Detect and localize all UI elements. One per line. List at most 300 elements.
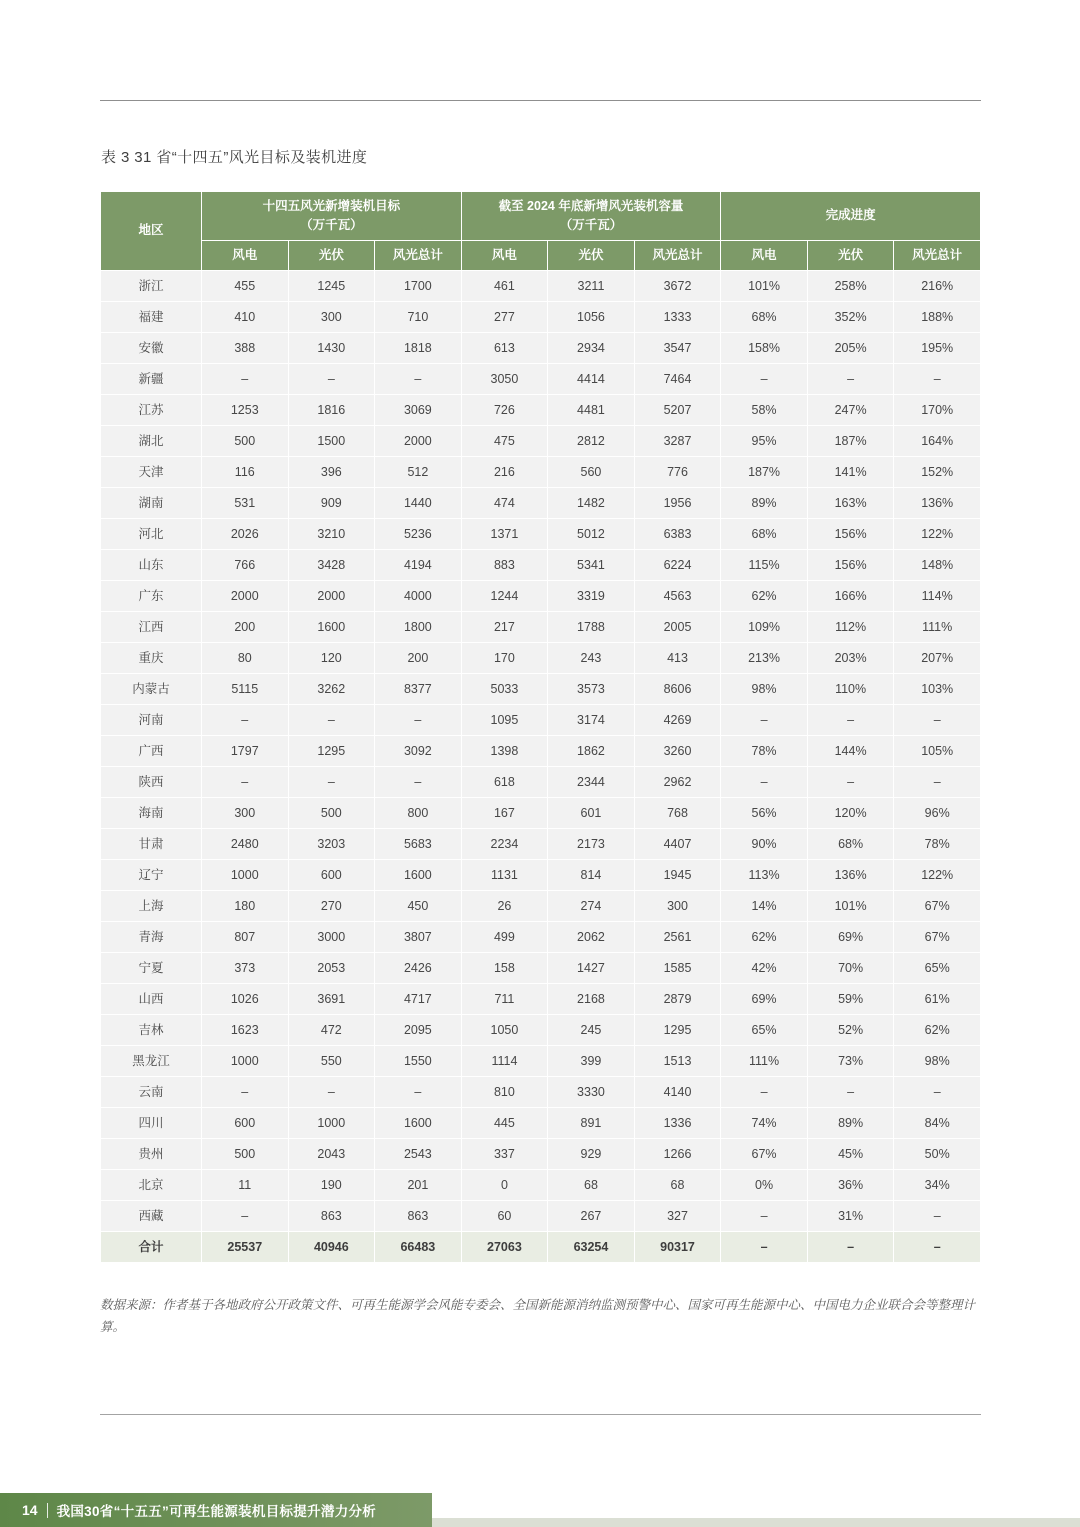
region-cell: 江苏 [101,394,202,425]
data-cell: 245 [548,1014,635,1045]
subheader-total: 风光总计 [375,240,462,270]
data-cell: 814 [548,859,635,890]
data-cell: – [288,363,375,394]
data-cell: 98% [721,673,808,704]
data-cell: 7464 [634,363,721,394]
table-row [101,549,981,580]
data-cell: 90317 [634,1231,721,1262]
data-cell: 710 [375,301,462,332]
data-cell: 8377 [375,673,462,704]
data-cell: – [894,1076,981,1107]
region-cell: 黑龙江 [101,1045,202,1076]
data-cell: 3069 [375,394,462,425]
data-cell: 445 [461,1107,548,1138]
data-cell: 4481 [548,394,635,425]
data-cell: – [375,704,462,735]
region-cell: 天津 [101,456,202,487]
data-cell: – [288,766,375,797]
data-cell: 1956 [634,487,721,518]
data-cell: 11 [202,1169,289,1200]
data-cell: 5683 [375,828,462,859]
data-cell: 1482 [548,487,635,518]
data-cell: 36% [807,1169,894,1200]
total-row [101,1231,981,1262]
data-cell: 45% [807,1138,894,1169]
data-cell: – [894,1231,981,1262]
subheader-solar: 光伏 [288,240,375,270]
data-cell: 450 [375,890,462,921]
subheader-total: 风光总计 [894,240,981,270]
data-cell: 352% [807,301,894,332]
table-row [101,332,981,363]
data-cell: 62% [721,580,808,611]
data-cell: 136% [807,859,894,890]
data-cell: – [202,766,289,797]
data-cell: 58% [721,394,808,425]
region-cell: 安徽 [101,332,202,363]
data-cell: 1700 [375,270,462,301]
data-cell: 111% [894,611,981,642]
data-cell: 2000 [288,580,375,611]
data-cell: 2812 [548,425,635,456]
table-row [101,921,981,952]
data-cell: 2000 [202,580,289,611]
data-cell: 5033 [461,673,548,704]
subheader-total: 风光总计 [634,240,721,270]
data-cell: 1095 [461,704,548,735]
table-row [101,270,981,301]
data-cell: 1818 [375,332,462,363]
table-row [101,580,981,611]
data-cell: 170 [461,642,548,673]
data-cell: 1945 [634,859,721,890]
data-cell: 1788 [548,611,635,642]
data-cell: 1056 [548,301,635,332]
data-cell: 461 [461,270,548,301]
data-cell: 247% [807,394,894,425]
data-cell: – [202,363,289,394]
data-cell: 3672 [634,270,721,301]
data-cell: 101% [807,890,894,921]
data-cell: 3573 [548,673,635,704]
data-cell: 103% [894,673,981,704]
data-cell: 1398 [461,735,548,766]
group-header-installed [461,192,721,241]
table-row [101,1169,981,1200]
data-cell: 550 [288,1045,375,1076]
data-cell: 3691 [288,983,375,1014]
data-cell: 1026 [202,983,289,1014]
data-cell: 167 [461,797,548,828]
data-cell: 109% [721,611,808,642]
data-cell: 163% [807,487,894,518]
table-row [101,1076,981,1107]
data-cell: 711 [461,983,548,1014]
data-cell: 112% [807,611,894,642]
data-cell: 1600 [375,859,462,890]
data-cell: 3211 [548,270,635,301]
data-cell: 1295 [634,1014,721,1045]
footer-strip [432,1518,1080,1527]
data-cell: 26 [461,890,548,921]
data-cell: 1440 [375,487,462,518]
data-cell: 200 [375,642,462,673]
data-cell: 68 [634,1169,721,1200]
data-cell: 69% [721,983,808,1014]
data-cell: 3330 [548,1076,635,1107]
data-cell: – [288,704,375,735]
data-cell: 59% [807,983,894,1014]
data-cell: 2005 [634,611,721,642]
data-cell: – [807,704,894,735]
data-cell: 156% [807,518,894,549]
data-cell: 3428 [288,549,375,580]
data-cell: 2426 [375,952,462,983]
top-rule [100,100,981,101]
data-cell: 2480 [202,828,289,859]
data-cell: 110% [807,673,894,704]
data-cell: 115% [721,549,808,580]
data-cell: 1513 [634,1045,721,1076]
table-row [101,983,981,1014]
data-cell: 216 [461,456,548,487]
data-cell: 2168 [548,983,635,1014]
data-cell: 65% [721,1014,808,1045]
data-cell: 141% [807,456,894,487]
data-cell: 613 [461,332,548,363]
table-row [101,363,981,394]
data-cell: 3174 [548,704,635,735]
data-cell: 8606 [634,673,721,704]
data-cell: 399 [548,1045,635,1076]
data-cell: – [202,1076,289,1107]
data-cell: 601 [548,797,635,828]
table-row [101,952,981,983]
data-cell: 300 [634,890,721,921]
region-cell: 辽宁 [101,859,202,890]
table-row [101,394,981,425]
data-cell: 78% [894,828,981,859]
data-cell: 84% [894,1107,981,1138]
data-cell: 0% [721,1169,808,1200]
data-cell: 122% [894,518,981,549]
data-cell: – [721,363,808,394]
data-cell: 600 [202,1107,289,1138]
data-cell: 3807 [375,921,462,952]
data-cell: 101% [721,270,808,301]
data-cell: 2543 [375,1138,462,1169]
table-row [101,673,981,704]
data-cell: 1000 [202,1045,289,1076]
data-cell: 61% [894,983,981,1014]
data-cell: 67% [894,890,981,921]
data-cell: 111% [721,1045,808,1076]
data-cell: 5341 [548,549,635,580]
subheader-solar: 光伏 [807,240,894,270]
subheader-solar: 光伏 [548,240,635,270]
data-cell: 2561 [634,921,721,952]
data-cell: 4563 [634,580,721,611]
data-cell: 170% [894,394,981,425]
data-cell: 6224 [634,549,721,580]
data-cell: 120 [288,642,375,673]
data-cell: 1550 [375,1045,462,1076]
data-cell: 413 [634,642,721,673]
group-header-target-line2: （万千瓦） [300,217,363,232]
data-cell: 2879 [634,983,721,1014]
data-cell: – [721,766,808,797]
data-cell: 158% [721,332,808,363]
data-cell: 203% [807,642,894,673]
data-cell: 4407 [634,828,721,859]
data-cell: 1600 [288,611,375,642]
table-row [101,456,981,487]
bottom-rule [100,1414,981,1415]
data-cell: 68% [721,518,808,549]
data-cell: 1430 [288,332,375,363]
region-cell: 河南 [101,704,202,735]
data-cell: – [202,704,289,735]
data-cell: 2095 [375,1014,462,1045]
data-cell: 1114 [461,1045,548,1076]
data-cell: 166% [807,580,894,611]
data-cell: 258% [807,270,894,301]
region-cell: 海南 [101,797,202,828]
data-cell: 188% [894,301,981,332]
region-cell: 四川 [101,1107,202,1138]
region-cell: 陕西 [101,766,202,797]
table-title: 表 3 31 省“十四五”风光目标及装机进度 [101,149,368,166]
data-cell: 6383 [634,518,721,549]
data-cell: 618 [461,766,548,797]
data-cell: 114% [894,580,981,611]
data-cell: 1244 [461,580,548,611]
data-cell: 2053 [288,952,375,983]
region-cell: 广西 [101,735,202,766]
data-cell: 42% [721,952,808,983]
data-cell: 65% [894,952,981,983]
data-cell: 499 [461,921,548,952]
region-cell: 云南 [101,1076,202,1107]
data-cell: – [721,1076,808,1107]
data-cell: – [894,704,981,735]
data-cell: 1245 [288,270,375,301]
region-cell: 重庆 [101,642,202,673]
data-cell: 195% [894,332,981,363]
table-row [101,828,981,859]
data-cell: 213% [721,642,808,673]
data-cell: 69% [807,921,894,952]
subheader-wind: 风电 [721,240,808,270]
data-cell: 726 [461,394,548,425]
region-cell: 北京 [101,1169,202,1200]
data-cell: 120% [807,797,894,828]
data-cell: 148% [894,549,981,580]
data-cell: 4717 [375,983,462,1014]
data-cell: 5012 [548,518,635,549]
data-cell: 4140 [634,1076,721,1107]
data-cell: 4414 [548,363,635,394]
data-cell: 90% [721,828,808,859]
data-cell: 1333 [634,301,721,332]
data-cell: 1266 [634,1138,721,1169]
data-cell: 270 [288,890,375,921]
data-cell: 116 [202,456,289,487]
data-cell: 68% [721,301,808,332]
data-cell: 180 [202,890,289,921]
data-cell: 500 [288,797,375,828]
data-cell: – [807,766,894,797]
table-row [101,766,981,797]
data-cell: 14% [721,890,808,921]
data-cell: 500 [202,425,289,456]
data-cell: 62% [721,921,808,952]
data-cell: 70% [807,952,894,983]
data-cell: 56% [721,797,808,828]
data-cell: – [202,1200,289,1231]
data-cell: 810 [461,1076,548,1107]
data-cell: 2026 [202,518,289,549]
data-cell: 1336 [634,1107,721,1138]
subheader-wind: 风电 [202,240,289,270]
data-cell: – [807,1076,894,1107]
data-cell: 50% [894,1138,981,1169]
data-cell: 472 [288,1014,375,1045]
table-row [101,1138,981,1169]
data-cell: 98% [894,1045,981,1076]
data-cell: 152% [894,456,981,487]
data-cell: 277 [461,301,548,332]
data-cell: 4194 [375,549,462,580]
data-cell: 2344 [548,766,635,797]
group-header-installed-line1: 截至 2024 年底新增风光装机容量 [498,199,684,213]
data-cell: – [807,363,894,394]
data-cell: 863 [288,1200,375,1231]
data-cell: 883 [461,549,548,580]
data-cell: 909 [288,487,375,518]
group-header-progress [721,192,981,241]
group-header-target-line1: 十四五风光新增装机目标 [262,199,401,213]
data-cell: 68 [548,1169,635,1200]
data-cell: 205% [807,332,894,363]
data-cell: 1585 [634,952,721,983]
data-cell: 217 [461,611,548,642]
table-row [101,518,981,549]
data-cell: 34% [894,1169,981,1200]
data-cell: 243 [548,642,635,673]
table-row [101,735,981,766]
data-cell: 1623 [202,1014,289,1045]
data-cell: 1253 [202,394,289,425]
data-cell: – [375,1076,462,1107]
table-row [101,704,981,735]
region-cell: 吉林 [101,1014,202,1045]
table-row [101,611,981,642]
data-cell: 891 [548,1107,635,1138]
sub-header-row [101,240,981,270]
data-cell: 5236 [375,518,462,549]
data-cell: 156% [807,549,894,580]
data-cell: 164% [894,425,981,456]
region-cell: 湖北 [101,425,202,456]
data-cell: 300 [202,797,289,828]
data-cell: 807 [202,921,289,952]
data-cell: – [894,766,981,797]
table-row [101,1200,981,1231]
data-cell: 3203 [288,828,375,859]
data-cell: 373 [202,952,289,983]
data-cell: 3260 [634,735,721,766]
data-cell: 1371 [461,518,548,549]
data-cell: 122% [894,859,981,890]
data-cell: – [721,704,808,735]
footer-divider [47,1503,48,1518]
table-row [101,797,981,828]
data-cell: 1000 [288,1107,375,1138]
data-cell: 800 [375,797,462,828]
table-row [101,1107,981,1138]
data-cell: 3287 [634,425,721,456]
data-cell: 3000 [288,921,375,952]
data-cell: 2000 [375,425,462,456]
data-cell: 1050 [461,1014,548,1045]
data-cell: 2043 [288,1138,375,1169]
data-cell: 327 [634,1200,721,1231]
data-cell: 1427 [548,952,635,983]
data-cell: – [807,1231,894,1262]
group-header-row [101,192,981,241]
data-cell: 3547 [634,332,721,363]
data-cell: 158 [461,952,548,983]
data-cell: 1800 [375,611,462,642]
region-cell: 山东 [101,549,202,580]
data-cell: 67% [721,1138,808,1169]
data-cell: 600 [288,859,375,890]
data-cell: – [721,1200,808,1231]
data-cell: 475 [461,425,548,456]
data-cell: 776 [634,456,721,487]
region-cell: 西藏 [101,1200,202,1231]
data-cell: – [375,766,462,797]
region-cell: 江西 [101,611,202,642]
data-cell: 2934 [548,332,635,363]
source-note: 数据来源：作者基于各地政府公开政策文件、可再生能源学会风能专委会、全国新能源消纳监测预警中心、国家可再生能源中心、中国电力企业联合会等整理计算。 [100,1297,976,1334]
data-cell: 2062 [548,921,635,952]
region-cell: 甘肃 [101,828,202,859]
data-cell: 5115 [202,673,289,704]
table-row [101,301,981,332]
data-cell: 78% [721,735,808,766]
data-cell: 95% [721,425,808,456]
data-cell: 66483 [375,1231,462,1262]
table-row [101,1045,981,1076]
data-cell: 1862 [548,735,635,766]
data-cell: 89% [807,1107,894,1138]
region-cell: 浙江 [101,270,202,301]
region-cell: 福建 [101,301,202,332]
data-cell: 2962 [634,766,721,797]
data-cell: 3210 [288,518,375,549]
data-cell: 388 [202,332,289,363]
table-row [101,859,981,890]
region-cell: 内蒙古 [101,673,202,704]
data-cell: 768 [634,797,721,828]
data-cell: 512 [375,456,462,487]
data-cell: 863 [375,1200,462,1231]
provinces-table [100,191,981,1263]
data-cell: 216% [894,270,981,301]
data-cell: 1295 [288,735,375,766]
